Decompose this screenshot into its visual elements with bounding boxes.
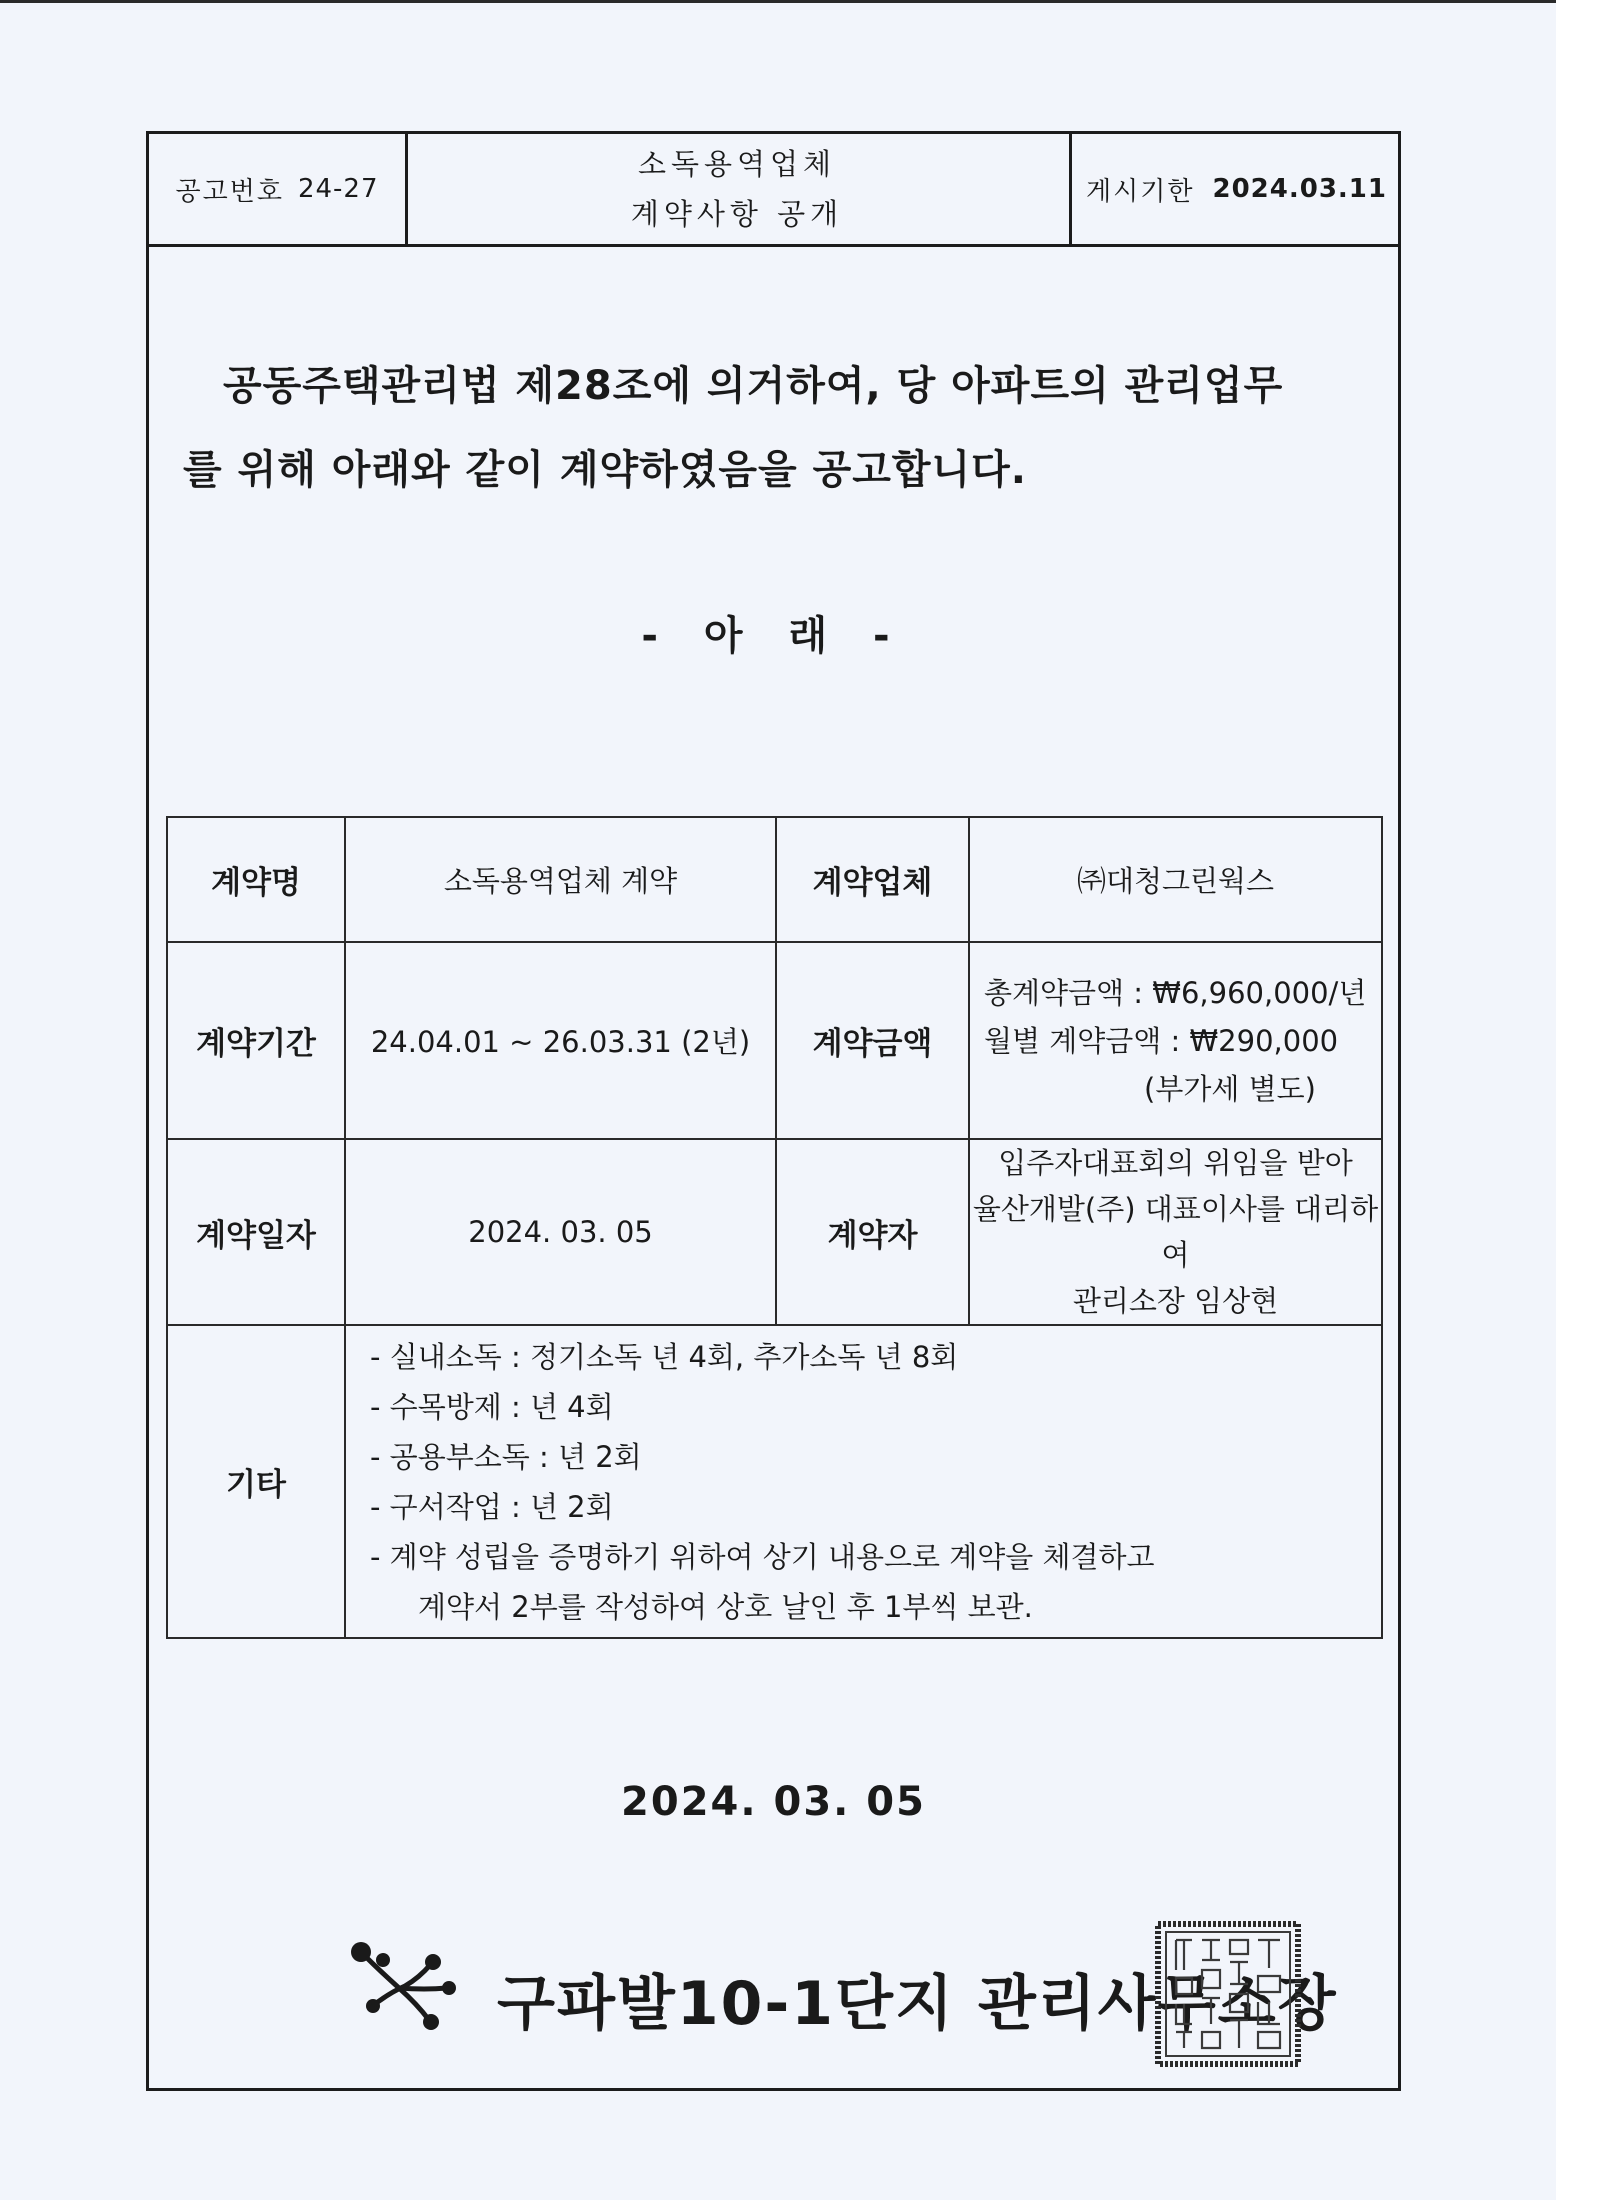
party-line-3: 관리소장 임상현 — [1072, 1284, 1279, 1318]
section-title: - 아 래 - — [641, 613, 906, 659]
notice-title-cell — [408, 134, 1066, 244]
misc-label: 기타 — [167, 1325, 345, 1638]
scan-right-margin — [1556, 0, 1600, 2200]
misc-item: - 계약 성립을 증명하기 위하여 상기 내용으로 계약을 체결하고 — [370, 1539, 1155, 1574]
party-line-2: 율산개발(주) 대표이사를 대리하여 — [972, 1192, 1379, 1272]
misc-item: - 실내소독 : 정기소독 년 4회, 추가소독 년 8회 — [370, 1339, 959, 1374]
posting-label: 게시기한 — [1086, 176, 1195, 207]
date-label: 계약일자 — [167, 1139, 345, 1325]
amount-vat-note: (부가세 별도) — [1144, 1071, 1316, 1106]
misc-item: - 수목방제 : 년 4회 — [370, 1389, 614, 1424]
period-label: 계약기간 — [167, 942, 345, 1139]
party-value — [969, 1139, 1382, 1325]
notice-header — [149, 134, 1398, 247]
amount-total: 총계약금액 : ₩6,960,000/년 — [984, 975, 1367, 1010]
table-row — [167, 1325, 1382, 1638]
party-label: 계약자 — [776, 1139, 969, 1325]
table-row — [167, 817, 1382, 942]
apartment-logo-icon — [349, 1942, 459, 2032]
contract-name-label: 계약명 — [167, 817, 345, 942]
notice-number-cell — [149, 134, 408, 244]
notice-title-line1: 소독용역업체 — [637, 147, 837, 181]
contract-name-value: 소독용역업체 계약 — [345, 817, 776, 942]
misc-value — [345, 1325, 1382, 1638]
party-line-1: 입주자대표회의 위임을 받아 — [998, 1146, 1353, 1180]
period-value: 24.04.01 ~ 26.03.31 (2년) — [345, 942, 776, 1139]
intro-line-1: 공동주택관리법 제28조에 의거하여, 당 아파트의 관리업무 — [223, 363, 1284, 409]
notice-title-line2: 계약사항 공개 — [630, 197, 844, 231]
misc-item: 계약서 2부를 작성하여 상호 날인 후 1부씩 보관. — [418, 1589, 1033, 1624]
contractor-company-label: 계약업체 — [776, 817, 969, 942]
misc-item: - 구서작업 : 년 2회 — [370, 1489, 614, 1524]
official-seal-icon — [1154, 1920, 1302, 2068]
table-row — [167, 942, 1382, 1139]
amount-monthly: 월별 계약금액 : ₩290,000 — [984, 1023, 1339, 1058]
intro-line-2: 를 위해 아래와 같이 계약하였음을 공고합니다. — [183, 447, 1027, 493]
contractor-company-value: ㈜대청그린웍스 — [969, 817, 1382, 942]
notice-frame — [146, 131, 1401, 2091]
amount-value — [969, 942, 1382, 1139]
amount-label: 계약금액 — [776, 942, 969, 1139]
scan-top-edge — [0, 0, 1600, 3]
misc-item: - 공용부소독 : 년 2회 — [370, 1439, 642, 1474]
table-row — [167, 1139, 1382, 1325]
contract-table — [166, 816, 1383, 1639]
intro-paragraph — [183, 344, 1363, 512]
posting-date: 2024.03.11 — [1212, 174, 1387, 204]
publication-date: 2024. 03. 05 — [621, 1779, 926, 1825]
notice-number-label: 공고번호 — [175, 176, 284, 207]
posting-period-cell — [1069, 134, 1401, 244]
date-value: 2024. 03. 05 — [345, 1139, 776, 1325]
notice-number: 24-27 — [297, 174, 379, 204]
office-name: 구파발10-1단지 관리사무소장 — [497, 1969, 1338, 2039]
